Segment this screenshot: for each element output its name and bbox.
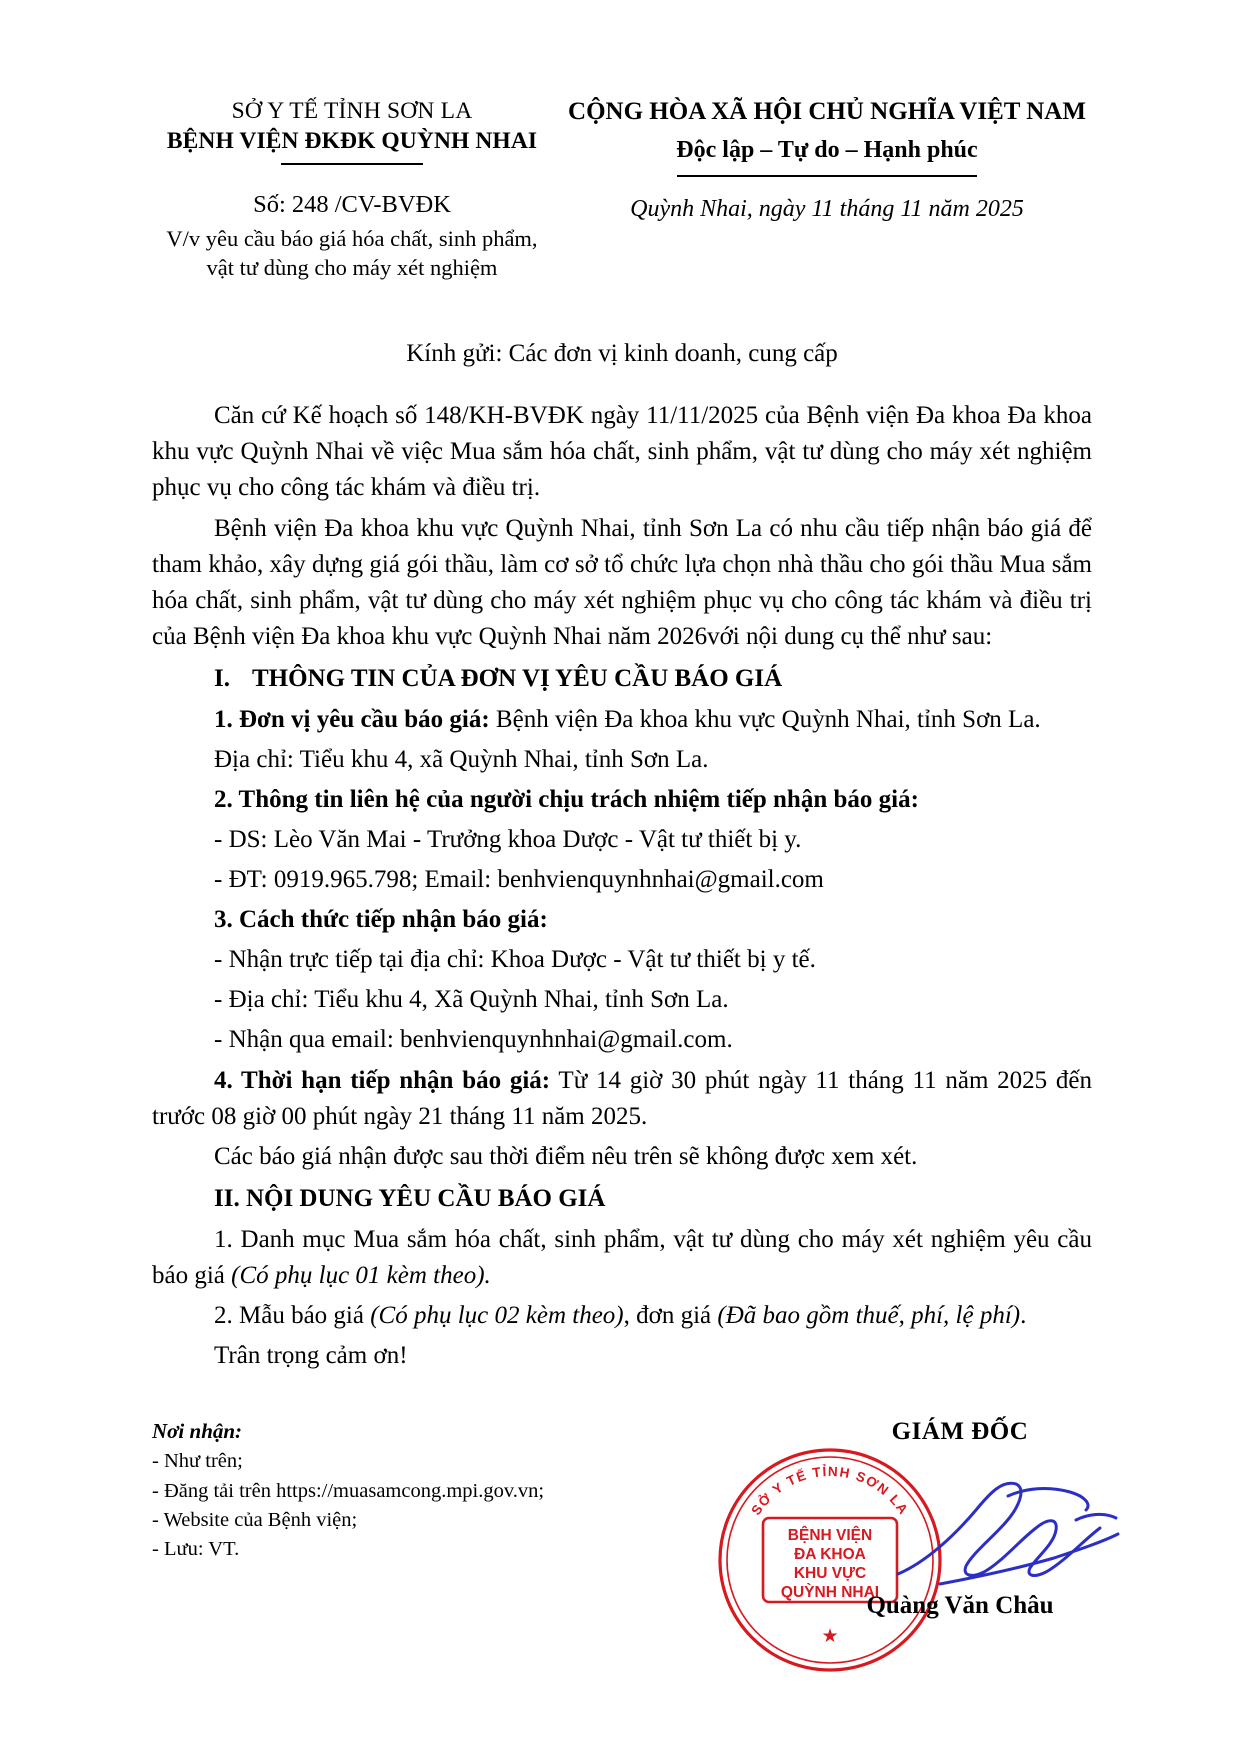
signer-title: GIÁM ĐỐC xyxy=(891,1418,1029,1445)
item-4-deadline xyxy=(152,1063,1092,1135)
section-2-item-2 xyxy=(152,1298,1092,1334)
organization-name: BỆNH VIỆN ĐKĐK QUỲNH NHAI xyxy=(166,128,538,155)
item-2-contact-person: - DS: Lèo Văn Mai - Trưởng khoa Dược - Vật tư thiết bị y. xyxy=(214,825,802,853)
item-4-label: 4. Thời hạn tiếp nhận báo giá: xyxy=(214,1066,551,1094)
document-number: Số: 248 /CV-BVĐK xyxy=(253,190,451,218)
paragraph-basis: Căn cứ Kế hoạch số 148/KH-BVĐK ngày 11/11/2025 của Bệnh viện Đa khoa Đa khoa khu vực Quỳnh Nhai về việc Mua sắm hóa chất, sinh phẩm, vật tư dùng cho máy xét nghiệm phục vụ cho công tác khám và điều trị. xyxy=(152,401,1092,501)
svg-text:SỞ Y TẾ TỈNH SƠN LA: SỞ Y TẾ TỈNH SƠN LA xyxy=(748,1463,912,1518)
list-item: - Website của Bệnh viện; xyxy=(152,1508,358,1531)
item-3-heading xyxy=(152,902,1092,938)
section-1-heading xyxy=(152,661,1092,697)
svg-text:KHU VỰC: KHU VỰC xyxy=(793,1565,867,1582)
section-1-title: THÔNG TIN CỦA ĐƠN VỊ YÊU CẦU BÁO GIÁ xyxy=(251,664,783,692)
item-3-method-direct: - Nhận trực tiếp tại địa chỉ: Khoa Dược - Vật tư thiết bị y tế. xyxy=(214,945,816,973)
item-2-label: 2. Thông tin liên hệ của người chịu trách nhiệm tiếp nhận báo giá: xyxy=(214,785,919,813)
date-place-block xyxy=(552,189,1092,225)
item-2-contact-phone-email: - ĐT: 0919.965.798; Email: benhvienquynhnhai@gmail.com xyxy=(214,865,824,893)
signature-block xyxy=(712,1418,1092,1647)
late-quote-note: Các báo giá nhận được sau thời điểm nêu trên sẽ không được xem xét. xyxy=(214,1142,918,1170)
signer-name: Quàng Văn Châu xyxy=(866,1592,1054,1619)
section-1-number: I. xyxy=(214,664,230,692)
issuing-authority-block xyxy=(152,96,552,165)
item-2-heading xyxy=(152,782,1092,818)
national-motto: Độc lập – Tự do – Hạnh phúc xyxy=(676,136,978,163)
section-2-item-1-annex: (Có phụ lục 01 kèm theo). xyxy=(231,1261,491,1289)
document-meta-row xyxy=(152,189,1092,283)
item-4-value: Từ 14 giờ 30 phút ngày 11 tháng 11 năm 2025 đến trước 08 giờ 00 phút ngày 21 tháng 11 năm 2025. xyxy=(152,1066,1092,1130)
item-3-method-address: - Địa chỉ: Tiểu khu 4, Xã Quỳnh Nhai, tỉnh Sơn La. xyxy=(214,985,729,1013)
section-2-item-1 xyxy=(152,1222,1092,1294)
item-1-value: Bệnh viện Đa khoa khu vực Quỳnh Nhai, tỉnh Sơn La. xyxy=(489,705,1041,733)
address-line: Địa chỉ: Tiểu khu 4, xã Quỳnh Nhai, tỉnh Sơn La. xyxy=(214,745,709,773)
superior-agency-name: SỞ Y TẾ TỈNH SƠN LA xyxy=(231,98,473,124)
section-2-item-2-mid: , đơn giá xyxy=(623,1301,718,1329)
svg-text:ĐA KHOA: ĐA KHOA xyxy=(794,1546,866,1563)
item-3-label: 3. Cách thức tiếp nhận báo giá: xyxy=(214,905,548,933)
item-3-method-email: - Nhận qua email: benhvienquynhnhai@gmail.com. xyxy=(214,1025,733,1053)
closing-line: Trân trọng cảm ơn! xyxy=(214,1341,408,1369)
section-2-item-2-text: 2. Mẫu báo giá xyxy=(214,1301,371,1329)
list-item: - Đăng tải trên https://muasamcong.mpi.gov.vn; xyxy=(152,1479,545,1502)
document-content xyxy=(152,96,1092,1374)
national-heading-block xyxy=(552,96,1092,177)
list-item: - Như trên; xyxy=(152,1450,243,1473)
paragraph-purpose: Bệnh viện Đa khoa khu vực Quỳnh Nhai, tỉnh Sơn La có nhu cầu tiếp nhận báo giá để tham khảo, xây dựng giá gói thầu, làm cơ sở tổ chức lựa chọn nhà thầu cho gói thầu Mua sắm hóa chất, sinh phẩm, vật tư dùng cho máy xét nghiệm phục vụ cho công tác khám và điều trị của Bệnh viện Đa khoa khu vực Quỳnh Nhai năm 2026với nội dung cụ thể như sau: xyxy=(152,515,1092,651)
header-divider-left xyxy=(281,163,423,165)
document-body xyxy=(152,337,1092,1374)
document-footer xyxy=(152,1418,1092,1718)
section-2-item-2-annex: (Có phụ lục 02 kèm theo) xyxy=(370,1301,624,1329)
document-subject: V/v yêu cầu báo giá hóa chất, sinh phẩm, vật tư dùng cho máy xét nghiệm xyxy=(166,225,538,281)
document-number-block xyxy=(152,189,552,283)
section-2-item-2-end: . xyxy=(1020,1301,1027,1329)
document-header xyxy=(152,96,1092,177)
recipient-line: Kính gửi: Các đơn vị kinh doanh, cung cấp xyxy=(406,340,838,368)
recipients-title: Nơi nhận: xyxy=(152,1419,243,1443)
svg-text:BỆNH VIỆN: BỆNH VIỆN xyxy=(787,1527,873,1544)
svg-text:★: ★ xyxy=(821,1625,839,1647)
list-item: - Lưu: VT. xyxy=(152,1538,240,1561)
item-1-requesting-unit xyxy=(152,702,1092,738)
section-2-item-1-text: 1. Danh mục Mua sắm hóa chất, sinh phẩm, vật tư dùng cho máy xét nghiệm yêu cầu báo giá xyxy=(152,1225,1092,1289)
national-title: CỘNG HÒA XÃ HỘI CHỦ NGHĨA VIỆT NAM xyxy=(568,98,1086,125)
official-seal-icon xyxy=(716,1446,944,1674)
section-2-heading: II. NỘI DUNG YÊU CẦU BÁO GIÁ xyxy=(214,1184,606,1212)
header-divider-right xyxy=(677,175,977,177)
section-2-item-2-tax-note: (Đã bao gồm thuế, phí, lệ phí) xyxy=(717,1301,1021,1329)
svg-text:QUỲNH NHAI: QUỲNH NHAI xyxy=(780,1584,880,1601)
date-place: Quỳnh Nhai, ngày 11 tháng 11 năm 2025 xyxy=(630,195,1024,222)
item-1-label: 1. Đơn vị yêu cầu báo giá: xyxy=(214,705,490,733)
